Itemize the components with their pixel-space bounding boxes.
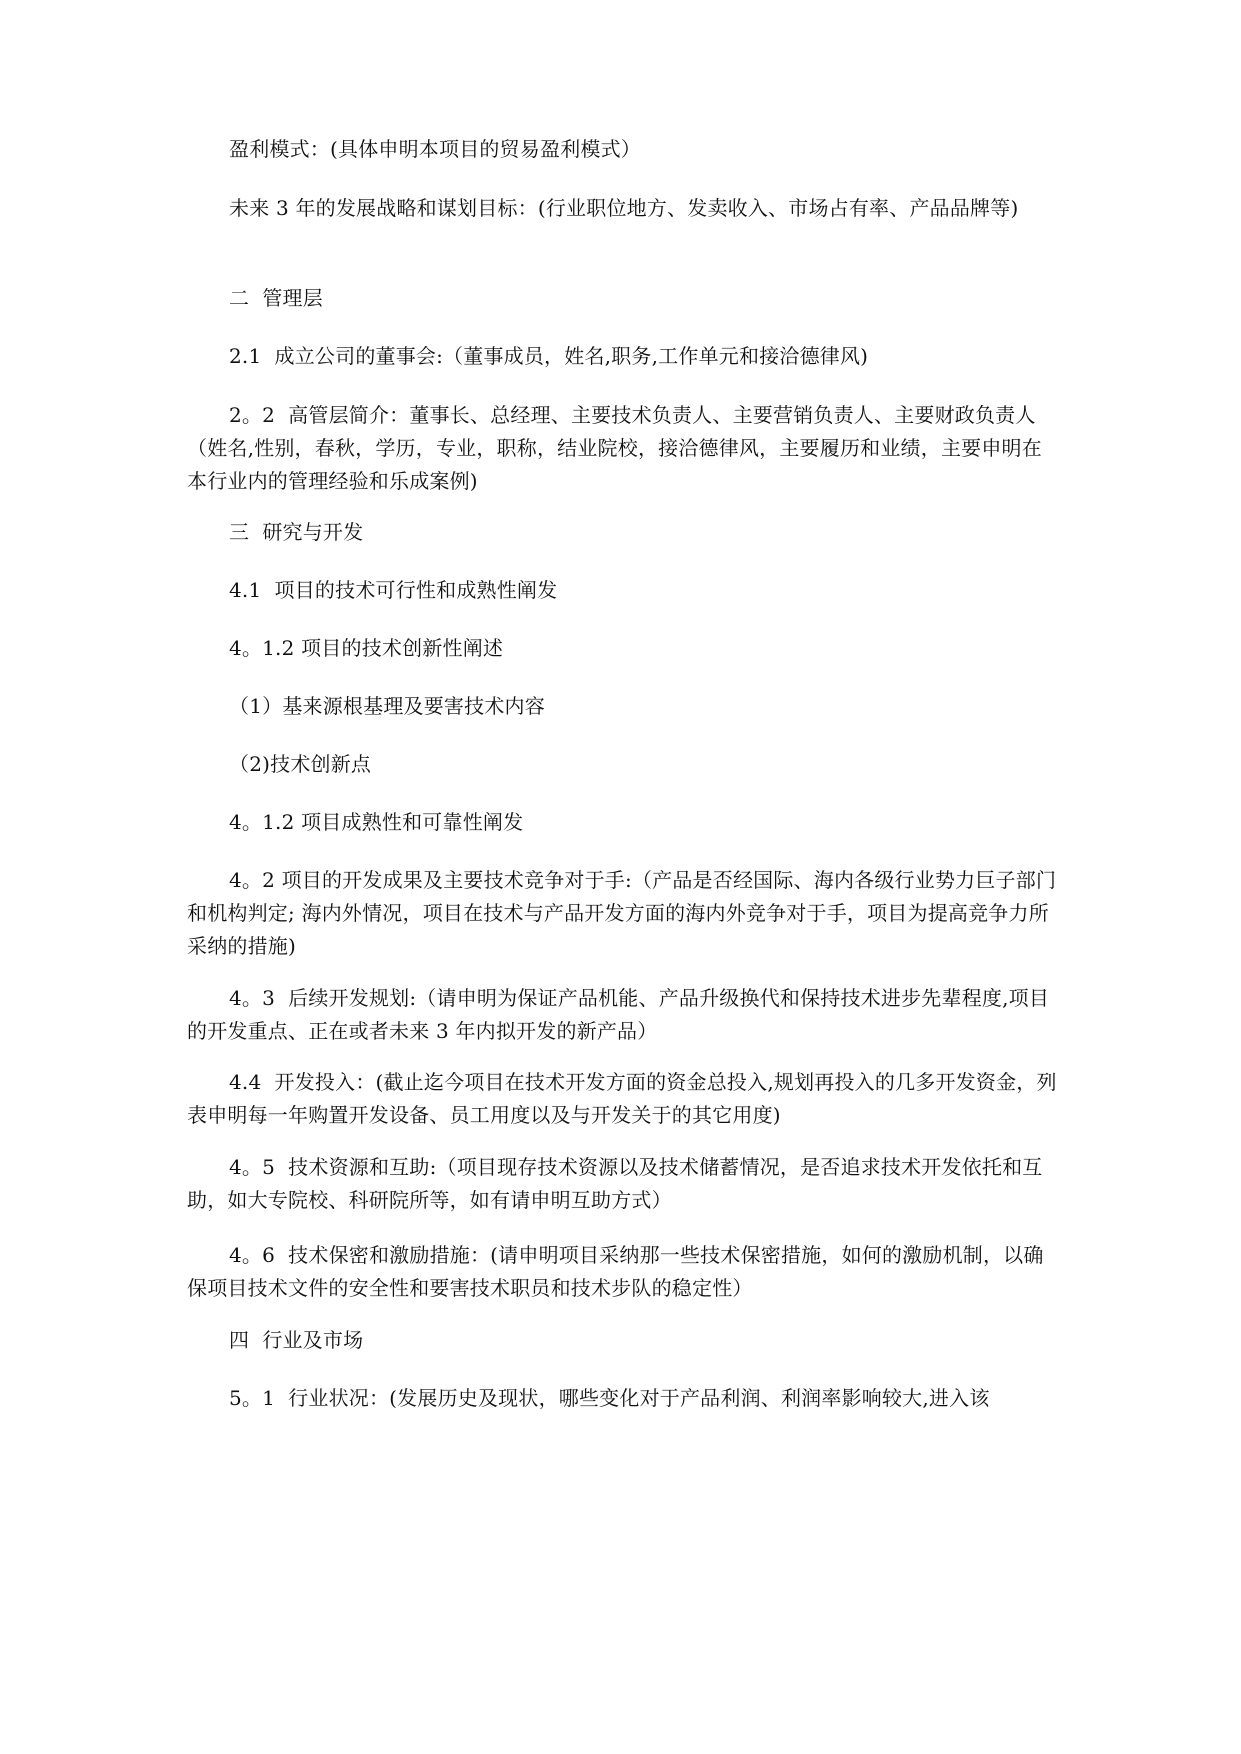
paragraph-innovation-points: （2)技术创新点: [229, 752, 372, 776]
paragraph-industry-status: 5。1 行业状况：(发展历史及现状，哪些变化对于产品利润、利润率影响较大,进入该: [229, 1386, 990, 1410]
paragraph-senior-management: 2。2 高管层简介：董事长、总经理、主要技术负责人、主要营销负责人、主要财政负责人（姓名,性别，春秋，学历，专业，职称，结业院校，接洽德律风，主要履历和业绩，主要申明在本行业内的管理经验和乐成案例): [187, 403, 1042, 493]
section-heading-management: 二 管理层: [229, 286, 323, 310]
paragraph-maturity-reliability: 4。1.2 项目成熟性和可靠性阐发: [229, 810, 524, 834]
paragraph-follow-up-plan: 4。3 后续开发规划:（请申明为保证产品机能、产品升级换代和保持技术进步先辈程度,项目的开发重点、正在或者未来 3 年内拟开发的新产品）: [187, 986, 1050, 1043]
paragraph-development-strategy: 未来 3 年的发展战略和谋划目标：(行业职位地方、发卖收入、市场占有率、产品品牌等): [229, 196, 1019, 220]
section-heading-research-development: 三 研究与开发: [229, 520, 364, 544]
paragraph-profit-model: 盈利模式：(具体申明本项目的贸易盈利模式）: [229, 137, 642, 161]
paragraph-confidentiality-incentives: 4。6 技术保密和激励措施：(请申明项目采纳那一些技术保密措施，如何的激励机制，以确保项目技术文件的安全性和要害技术职员和技术步队的稳定性）: [187, 1243, 1044, 1300]
paragraph-development-input: 4.4 开发投入：(截止迄今项目在技术开发方面的资金总投入,规划再投入的几多开发资金，列表申明每一年购置开发设备、员工用度以及与开发关于的其它用度): [187, 1070, 1057, 1127]
paragraph-basic-principles: （1）基来源根基理及要害技术内容: [229, 694, 545, 718]
paragraph-innovation: 4。1.2 项目的技术创新性阐述: [229, 636, 504, 660]
section-heading-industry-market: 四 行业及市场: [229, 1328, 364, 1352]
paragraph-feasibility-maturity: 4.1 项目的技术可行性和成熟性阐发: [229, 578, 558, 602]
paragraph-board-of-directors: 2.1 成立公司的董事会:（董事成员，姓名,职务,工作单元和接洽德律风): [229, 344, 869, 368]
paragraph-development-results: 4。2 项目的开发成果及主要技术竞争对于手:（产品是否经国际、海内各级行业势力巨子部门和机构判定; 海内外情况，项目在技术与产品开发方面的海内外竞争对于手，项目为提高竞争力所采纳的措施): [187, 868, 1057, 958]
paragraph-technical-resources: 4。5 技术资源和互助:（项目现存技术资源以及技术储蓄情况，是否追求技术开发依托和互助，如大专院校、科研院所等，如有请申明互助方式）: [187, 1155, 1043, 1212]
